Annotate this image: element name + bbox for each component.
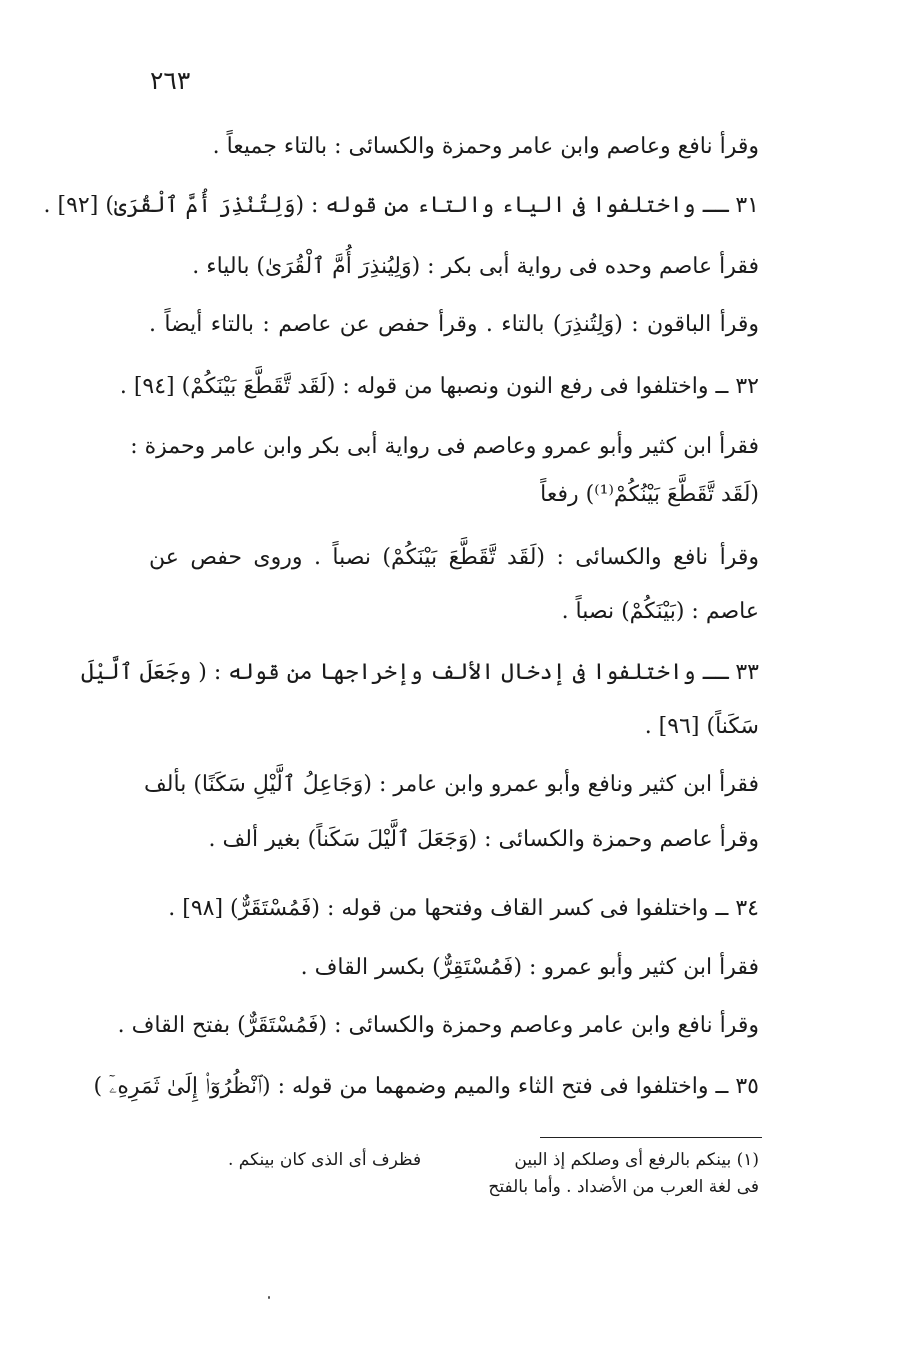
- text-line-15: فقرأ ابن كثير وأبو عمرو : (فَمُسْتَقِرٌّ) بكسر القاف .: [300, 955, 759, 980]
- text-line-17: ٣٥ ــ واختلفوا فى فتح الثاء والميم وضمهما من قوله : (ٱنْظُرُوٓا۟ إِلَىٰ ثَمَرِهِۦٓ ): [93, 1074, 759, 1099]
- text-line-2: ٣١ ــ واختلفوا فى الياء والتاء من قوله : (وَلِتُنْذِرَ أُمَّ ٱلْقُرَىٰ) [٩٢] .: [43, 193, 759, 218]
- page-number: ٢٦٣: [150, 66, 191, 95]
- text-line-4: وقرأ الباقون : (وَلِتُنذِرَ) بالتاء . وقرأ حفص عن عاصم : بالتاء أيضاً .: [149, 312, 759, 337]
- text-line-7: (لَقَد تَّقَطَّعَ بَيْنُكُمْ⁽¹⁾) رفعاً: [540, 482, 759, 507]
- text-line-3: فقرأ عاصم وحده فى رواية أبى بكر : (وَلِيُنذِرَ أُمَّ ٱلْقُرَىٰ) بالياء .: [192, 254, 759, 279]
- text-line-1: وقرأ نافع وعاصم وابن عامر وحمزة والكسائى : بالتاء جميعاً .: [212, 134, 759, 159]
- text-line-9: عاصم : (بَيْنَكُمْ) نصباً .: [561, 599, 759, 624]
- text-line-14: ٣٤ ــ واختلفوا فى كسر القاف وفتحها من قوله : (فَمُسْتَقَرٌّ) [٩٨] .: [168, 896, 759, 921]
- footnote-line-2: فى لغة العرب من الأضداد . وأما بالفتح: [488, 1177, 759, 1197]
- footnote-separator: [540, 1137, 762, 1138]
- footnote-line-1-right: (١) بينكم بالرفع أى وصلكم إذ البين: [514, 1150, 759, 1170]
- text-line-8: وقرأ نافع والكسائى : (لَقَد تَّقَطَّعَ بَيْنَكُمْ) نصباً . وروى حفص عن: [149, 545, 759, 570]
- text-line-5: ٣٢ ــ واختلفوا فى رفع النون ونصبها من قوله : (لَقَد تَّقَطَّعَ بَيْنَكُمْ) [٩٤] .: [119, 374, 759, 399]
- text-line-12: فقرأ ابن كثير ونافع وأبو عمرو وابن عامر : (وَجَاعِلُ ٱلَّيْلِ سَكَنًا) بألف: [144, 772, 759, 797]
- text-line-6: فقرأ ابن كثير وأبو عمرو وعاصم فى رواية أبى بكر وابن عامر وحمزة :: [130, 434, 759, 459]
- text-line-10: ٣٣ ــ واختلفوا فى إدخال الألف وإخراجها من قوله : ( وجَعَلَ ٱلَّيْلَ: [81, 660, 759, 685]
- text-line-11: سَكَناً) [٩٦] .: [644, 714, 759, 739]
- text-line-16: وقرأ نافع وابن عامر وعاصم وحمزة والكسائى : (فَمُسْتَقَرٌّ) بفتح القاف .: [117, 1013, 759, 1038]
- text-line-13: وقرأ عاصم وحمزة والكسائى : (وَجَعَلَ ٱلَّيْلَ سَكَناً) بغير ألف .: [208, 827, 759, 852]
- footnote-line-1-left: فظرف أى الذى كان بينكم .: [228, 1150, 422, 1170]
- scan-speck: [268, 1296, 270, 1299]
